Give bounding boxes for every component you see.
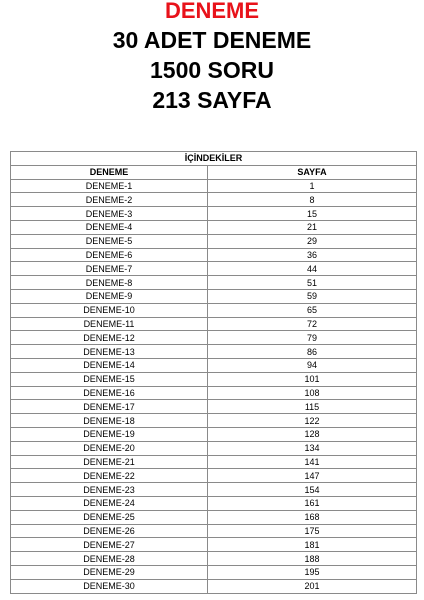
page-number-cell: 1 bbox=[208, 179, 417, 193]
table-row bbox=[11, 538, 417, 552]
toc-caption: İÇİNDEKİLER bbox=[11, 152, 417, 166]
page-number-cell: 101 bbox=[208, 372, 417, 386]
deneme-name-cell: DENEME-27 bbox=[11, 538, 208, 552]
column-header-deneme: DENEME bbox=[11, 165, 208, 179]
deneme-name-cell: DENEME-21 bbox=[11, 455, 208, 469]
page-number-cell: 15 bbox=[208, 207, 417, 221]
deneme-name-cell: DENEME-18 bbox=[11, 414, 208, 428]
deneme-name-cell: DENEME-19 bbox=[11, 427, 208, 441]
page-number-cell: 86 bbox=[208, 345, 417, 359]
deneme-name-cell: DENEME-1 bbox=[11, 179, 208, 193]
table-row bbox=[11, 455, 417, 469]
deneme-name-cell: DENEME-26 bbox=[11, 524, 208, 538]
deneme-name-cell: DENEME-22 bbox=[11, 469, 208, 483]
page-count-line: 213 SAYFA bbox=[152, 87, 272, 113]
deneme-name-cell: DENEME-6 bbox=[11, 248, 208, 262]
table-row bbox=[11, 496, 417, 510]
page-number-cell: 181 bbox=[208, 538, 417, 552]
page-number-cell: 29 bbox=[208, 234, 417, 248]
page-number-cell: 128 bbox=[208, 427, 417, 441]
table-row bbox=[11, 483, 417, 497]
table-row bbox=[11, 220, 417, 234]
column-header-sayfa: SAYFA bbox=[208, 165, 417, 179]
page-number-cell: 154 bbox=[208, 483, 417, 497]
deneme-name-cell: DENEME-2 bbox=[11, 193, 208, 207]
deneme-name-cell: DENEME-7 bbox=[11, 262, 208, 276]
page-number-cell: 195 bbox=[208, 565, 417, 579]
deneme-name-cell: DENEME-29 bbox=[11, 565, 208, 579]
main-title: DENEME bbox=[164, 0, 260, 23]
table-row bbox=[11, 234, 417, 248]
deneme-count-line: 30 ADET DENEME bbox=[112, 27, 312, 53]
table-row bbox=[11, 386, 417, 400]
page-number-cell: 8 bbox=[208, 193, 417, 207]
page-number-cell: 94 bbox=[208, 358, 417, 372]
table-row bbox=[11, 276, 417, 290]
deneme-name-cell: DENEME-10 bbox=[11, 303, 208, 317]
deneme-name-cell: DENEME-25 bbox=[11, 510, 208, 524]
table-row bbox=[11, 289, 417, 303]
page-number-cell: 51 bbox=[208, 276, 417, 290]
deneme-name-cell: DENEME-20 bbox=[11, 441, 208, 455]
table-row bbox=[11, 441, 417, 455]
table-row bbox=[11, 427, 417, 441]
deneme-name-cell: DENEME-23 bbox=[11, 483, 208, 497]
table-row bbox=[11, 579, 417, 593]
page-number-cell: 122 bbox=[208, 414, 417, 428]
table-row bbox=[11, 469, 417, 483]
page-number-cell: 59 bbox=[208, 289, 417, 303]
deneme-name-cell: DENEME-5 bbox=[11, 234, 208, 248]
page-number-cell: 188 bbox=[208, 552, 417, 566]
table-row bbox=[11, 262, 417, 276]
toc-column-header-row bbox=[11, 165, 417, 179]
table-row bbox=[11, 207, 417, 221]
table-row bbox=[11, 372, 417, 386]
page-number-cell: 147 bbox=[208, 469, 417, 483]
page-number-cell: 79 bbox=[208, 331, 417, 345]
page-number-cell: 65 bbox=[208, 303, 417, 317]
table-row bbox=[11, 524, 417, 538]
deneme-name-cell: DENEME-30 bbox=[11, 579, 208, 593]
table-row bbox=[11, 400, 417, 414]
toc-body bbox=[11, 152, 417, 594]
page-number-cell: 36 bbox=[208, 248, 417, 262]
deneme-name-cell: DENEME-9 bbox=[11, 289, 208, 303]
page-number-cell: 21 bbox=[208, 220, 417, 234]
table-row bbox=[11, 303, 417, 317]
page-number-cell: 201 bbox=[208, 579, 417, 593]
deneme-name-cell: DENEME-11 bbox=[11, 317, 208, 331]
table-row bbox=[11, 248, 417, 262]
deneme-name-cell: DENEME-4 bbox=[11, 220, 208, 234]
table-row bbox=[11, 193, 417, 207]
page-number-cell: 141 bbox=[208, 455, 417, 469]
table-row bbox=[11, 565, 417, 579]
question-count-line: 1500 SORU bbox=[149, 57, 274, 83]
page-number-cell: 115 bbox=[208, 400, 417, 414]
page-number-cell: 72 bbox=[208, 317, 417, 331]
table-row bbox=[11, 179, 417, 193]
deneme-name-cell: DENEME-15 bbox=[11, 372, 208, 386]
table-row bbox=[11, 317, 417, 331]
deneme-name-cell: DENEME-28 bbox=[11, 552, 208, 566]
table-of-contents bbox=[10, 151, 417, 594]
deneme-name-cell: DENEME-17 bbox=[11, 400, 208, 414]
deneme-name-cell: DENEME-13 bbox=[11, 345, 208, 359]
deneme-name-cell: DENEME-3 bbox=[11, 207, 208, 221]
deneme-name-cell: DENEME-16 bbox=[11, 386, 208, 400]
table-row bbox=[11, 510, 417, 524]
page-number-cell: 108 bbox=[208, 386, 417, 400]
table-row bbox=[11, 345, 417, 359]
page-number-cell: 168 bbox=[208, 510, 417, 524]
deneme-name-cell: DENEME-14 bbox=[11, 358, 208, 372]
page-header bbox=[0, 0, 424, 115]
page-number-cell: 175 bbox=[208, 524, 417, 538]
table-row bbox=[11, 552, 417, 566]
page-number-cell: 44 bbox=[208, 262, 417, 276]
toc-caption-row bbox=[11, 152, 417, 166]
deneme-name-cell: DENEME-12 bbox=[11, 331, 208, 345]
page-number-cell: 161 bbox=[208, 496, 417, 510]
deneme-name-cell: DENEME-8 bbox=[11, 276, 208, 290]
table-row bbox=[11, 358, 417, 372]
table-row bbox=[11, 331, 417, 345]
page-number-cell: 134 bbox=[208, 441, 417, 455]
table-row bbox=[11, 414, 417, 428]
deneme-name-cell: DENEME-24 bbox=[11, 496, 208, 510]
